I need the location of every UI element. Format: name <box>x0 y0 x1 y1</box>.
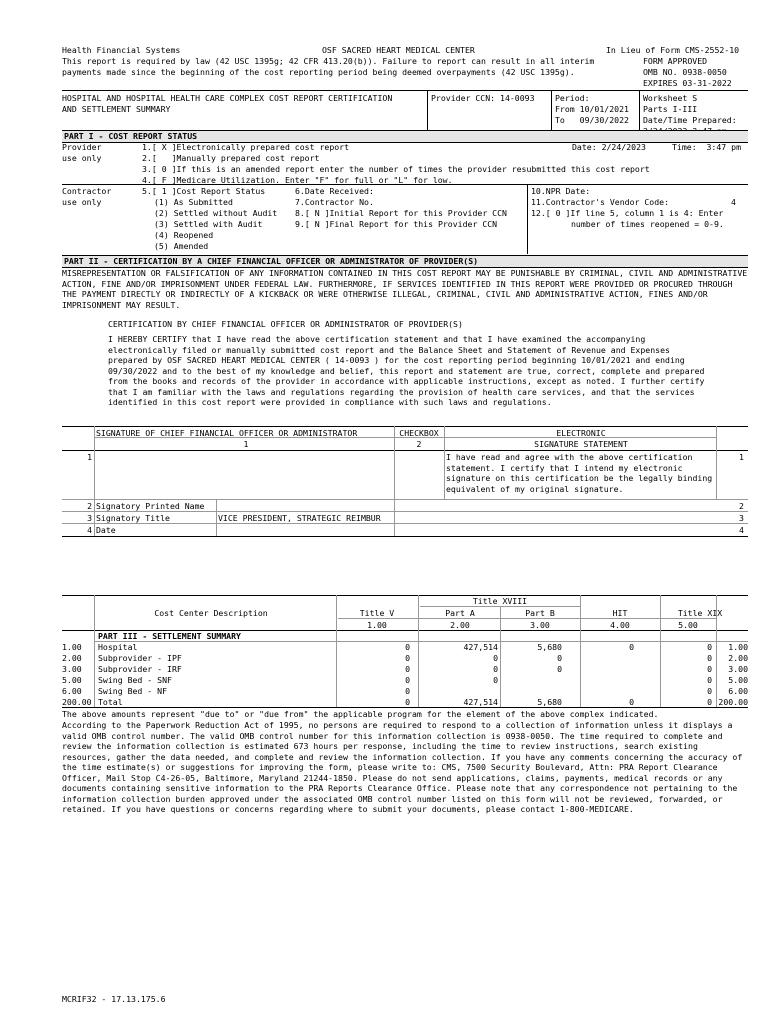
part1-item-1: 1.[ X ]Electronically prepared cost report <box>142 142 350 152</box>
omb-number: OMB NO. 0938-0050 <box>643 67 727 77</box>
worksheet-label: Worksheet S <box>643 93 698 103</box>
header-left: Health Financial Systems <box>62 45 181 55</box>
period-label: Period: <box>555 93 590 103</box>
rule <box>62 595 748 596</box>
part1-item-8: 8.[ N ]Initial Report for this Provider CCN <box>295 208 507 218</box>
sig-row-num: 3 <box>87 513 92 523</box>
date-label: Date <box>96 525 116 535</box>
form-approved: FORM APPROVED <box>643 56 708 66</box>
notice-line-2: payments made since the beginning of the cost reporting period being deemed overpayments (42 USC 1395g). <box>62 67 575 77</box>
row-desc: Swing Bed - NF <box>98 686 168 696</box>
rule <box>716 426 717 499</box>
prepared-label: Date/Time Prepared: <box>643 115 737 125</box>
row-line-num-right: 5.00 <box>728 675 748 685</box>
parts-label: Parts I-III <box>643 104 698 114</box>
rule <box>62 511 748 512</box>
status-option-1: (1) As Submitted <box>154 197 233 207</box>
rule <box>62 450 748 451</box>
period-from: From 10/01/2021 <box>555 104 629 114</box>
certification-text: I HEREBY CERTIFY that I have read the above certification statement and that I have examined the accompanying electronically filed or manually submitted cost report and the Balance Sheet and Statement of Revenue and Expenses prepared by OSF SACRED HEART MEDICAL CENTER ( 14-0093 ) for the cost reporting period beginning 10/01/2021 and ending 09/30/2022 and to the best of my knowledge and belief, this report and statement are true, correct, complete and prepared from the books and records of the provider in accordance with applicable instructions, except as noted. I further certify that I am familiar with the laws and regulations regarding the provision of health care services, and that the services identified in this cost report were provided in compliance with such laws and regulations. <box>108 334 705 407</box>
part2-heading: PART II - CERTIFICATION BY A CHIEF FINANCIAL OFFICER OR ADMINISTRATOR OF PROVIDER(S) <box>64 256 479 266</box>
provider-ccn: Provider CCN: 14-0093 <box>431 93 535 103</box>
period-to: To 09/30/2022 <box>555 115 629 125</box>
part1-item-12: 12.[ 0 ]If line 5, column 1 is 4: Enter <box>531 208 724 218</box>
row-line-num: 5.00 <box>62 675 82 685</box>
row-line-num-right: 200.00 <box>718 697 748 707</box>
row-desc: Swing Bed - SNF <box>98 675 172 685</box>
prepared-time: Time: 3:47 pm <box>672 142 742 152</box>
title-xix-head: Title XIX <box>677 608 723 618</box>
hit-col-num: 4.00 <box>610 620 630 630</box>
part-b-head: Part B <box>525 608 555 618</box>
row-desc: Hospital <box>98 642 138 652</box>
signatory-title-label: Signatory Title <box>96 513 170 523</box>
rule <box>394 499 395 537</box>
hit-head: HIT <box>612 608 628 618</box>
cost-center-desc-head: Cost Center Description <box>154 608 268 618</box>
sig-col3-head-1: ELECTRONIC <box>556 428 606 438</box>
prepared-date: Date: 2/24/2023 <box>572 142 646 152</box>
signatory-title-value[interactable]: VICE PRESIDENT, STRATEGIC REIMBUR <box>218 513 381 523</box>
contractor-use-label-2: use only <box>62 197 102 207</box>
row-title-xix: 0 <box>707 664 712 674</box>
rule <box>427 90 428 130</box>
footer-code: MCRIF32 - 17.13.175.6 <box>62 994 166 1004</box>
row-line-num: 200.00 <box>62 697 92 707</box>
title-xix-col-num: 5.00 <box>678 620 698 630</box>
row-line-num: 3.00 <box>62 664 82 674</box>
status-option-3: (3) Settled with Audit <box>154 219 263 229</box>
row-line-num-right: 1.00 <box>728 642 748 652</box>
row-line-num-right: 6.00 <box>728 686 748 696</box>
rule <box>62 184 748 185</box>
sig-row-line: 2 <box>739 501 744 511</box>
sig-col2-head: CHECKBOX <box>399 428 439 438</box>
part2-warning: MISREPRESENTATION OR FALSIFICATION OF ANY INFORMATION CONTAINED IN THIS COST REPORT MAY BE PUNISHABLE BY CRIMINAL, CIVIL AND ADMINISTRATIVE ACTION, FINE AND/OR IMPRISONMENT UNDER FEDERAL LAW. FURTHERMORE, IF SERVICES IDENTIFIED IN THIS REPORT WERE PROVIDED OR PROCURED THROUGH THE PAYMENT DIRECTLY OR INDIRECTLY OF A KICKBACK OR WERE OTHERWISE ILLEGAL, CRIMINAL, CIVIL AND ADMINISTRATIVE ACTION, FINES AND/OR IMPRISONMENT MAY RESULT. <box>62 268 748 310</box>
sig-col1-head: SIGNATURE OF CHIEF FINANCIAL OFFICER OR ADMINISTRATOR <box>96 428 358 438</box>
part-b-col-num: 3.00 <box>530 620 550 630</box>
part1-item-2: 2.[ ]Manually prepared cost report <box>142 153 320 163</box>
rule <box>62 536 748 537</box>
row-part-a: 0 <box>493 675 498 685</box>
part3-heading: PART III - SETTLEMENT SUMMARY <box>98 631 241 641</box>
row-desc: Total <box>98 697 123 707</box>
part1-item-4: 4.[ F ]Medicare Utilization. Enter "F" for full or "L" for low. <box>142 175 453 185</box>
row-title-xix: 0 <box>707 697 712 707</box>
part1-item-6: 6.Date Received: <box>295 186 374 196</box>
sig-row-line: 1 <box>739 452 744 462</box>
sig-col2-num: 2 <box>416 439 422 449</box>
rule <box>62 90 748 91</box>
row-desc: Subprovider - IRF <box>98 664 182 674</box>
row-hit: 0 <box>629 642 634 652</box>
row-title-v: 0 <box>405 653 410 663</box>
rule <box>639 90 640 130</box>
electronic-signature-statement: I have read and agree with the above certification statement. I certify that I intend my electronic signature on this certification be the legally binding equivalent of my original signature. <box>446 452 713 494</box>
part-a-col-num: 2.00 <box>450 620 470 630</box>
title-xviii-head: Title XVIII <box>472 596 528 606</box>
sig-row-num: 4 <box>87 525 92 535</box>
row-part-a: 427,514 <box>463 697 498 707</box>
status-option-2: (2) Settled without Audit <box>154 208 278 218</box>
provider-use-label-1: Provider <box>62 142 102 152</box>
row-part-a: 0 <box>493 664 498 674</box>
sig-row-line: 4 <box>739 525 744 535</box>
part1-item-5: 5.[ 1 ]Cost Report Status <box>142 186 266 196</box>
rule <box>94 426 95 537</box>
header-right: In Lieu of Form CMS-2552-10 <box>606 45 740 55</box>
row-part-a: 427,514 <box>463 642 498 652</box>
report-title-1: HOSPITAL AND HOSPITAL HEALTH CARE COMPLEX COST REPORT CERTIFICATION <box>62 93 393 103</box>
rule <box>94 595 95 707</box>
row-desc: Subprovider - IPF <box>98 653 182 663</box>
row-title-xix: 0 <box>707 653 712 663</box>
part1-item-9: 9.[ N ]Final Report for this Provider CCN <box>295 219 498 229</box>
status-option-5: (5) Amended <box>154 241 209 251</box>
rule <box>94 437 716 438</box>
part1-item-7: 7.Contractor No. <box>295 197 374 207</box>
row-line-num: 6.00 <box>62 686 82 696</box>
rule <box>62 499 748 500</box>
row-title-v: 0 <box>405 686 410 696</box>
title-v-col-num: 1.00 <box>367 620 387 630</box>
contractor-use-label-1: Contractor <box>62 186 112 196</box>
row-title-v: 0 <box>405 675 410 685</box>
sig-row-num: 2 <box>87 501 92 511</box>
vendor-code-value: 4 <box>731 197 736 207</box>
expires-date: EXPIRES 03-31-2022 <box>643 78 732 88</box>
certification-title: CERTIFICATION BY CHIEF FINANCIAL OFFICER OR ADMINISTRATOR OF PROVIDER(S) <box>108 319 463 329</box>
sig-col3-head-2: SIGNATURE STATEMENT <box>534 439 628 449</box>
row-part-b: 5,680 <box>537 642 562 652</box>
rule <box>527 184 528 254</box>
title-v-head: Title V <box>359 608 395 618</box>
sig-row-line: 3 <box>739 513 744 523</box>
rule <box>418 595 419 707</box>
part1-item-12-note: number of times reopened = 0-9. <box>571 219 724 229</box>
rule <box>336 595 337 707</box>
sig-row-num: 1 <box>87 452 92 462</box>
part1-heading: PART I - COST REPORT STATUS <box>64 131 198 141</box>
status-option-4: (4) Reopened <box>154 230 214 240</box>
provider-use-label-2: use only <box>62 153 102 163</box>
row-line-num: 1.00 <box>62 642 82 652</box>
rule <box>62 523 748 524</box>
due-to-footnote: The above amounts represent "due to" or "due from" the applicable program for the element of the above complex indicated. <box>62 709 659 719</box>
part1-item-10: 10.NPR Date: <box>531 186 591 196</box>
row-part-a: 0 <box>493 653 498 663</box>
row-part-b: 5,680 <box>537 697 562 707</box>
row-title-xix: 0 <box>707 686 712 696</box>
part-a-head: Part A <box>445 608 475 618</box>
rule <box>216 499 217 537</box>
row-hit: 0 <box>629 697 634 707</box>
row-title-xix: 0 <box>707 675 712 685</box>
sig-col1-num: 1 <box>243 439 249 449</box>
paperwork-reduction-notice: According to the Paperwork Reduction Act of 1995, no persons are required to respond to a collection of information unless it displays a valid OMB control number. The valid OMB control number for this information collection is 0938-0050. The time required to complete and review the information collection is estimated 673 hours per response, including the time to review instructions, search existing resources, gather the data needed, and complete and review the information collection. If you have any comments concerning the accuracy of the time estimate(s) or suggestions for improving the form, please write to: CMS, 7500 Security Boulevard, Attn: PRA Report Clearance Officer, Mail Stop C4-26-05, Baltimore, Maryland 21244-1850. Please do not send applications, claims, payments, medical records or any documents containing sensitive information to the PRA Reports Clearance Office. Please note that any correspondence not pertaining to the information collection burden approved under the associated OMB control number listed on this form will not be reviewed, forwarded, or retained. If you have questions or concerns regarding where to submit your documents, please contact 1-800-MEDICARE. <box>62 720 743 814</box>
row-line-num-right: 3.00 <box>728 664 748 674</box>
signatory-name-label: Signatory Printed Name <box>96 501 205 511</box>
notice-line-1: This report is required by law (42 USC 1395g; 42 CFR 413.20(b)). Failure to report can result in all interim <box>62 56 595 66</box>
header-center: OSF SACRED HEART MEDICAL CENTER <box>322 45 475 55</box>
row-part-b: 0 <box>557 653 562 663</box>
row-title-v: 0 <box>405 642 410 652</box>
rule <box>394 426 395 499</box>
part1-item-3: 3.[ 0 ]If this is an amended report enter the number of times the provider resubmitted this cost report <box>142 164 650 174</box>
rule <box>62 426 748 427</box>
row-line-num: 2.00 <box>62 653 82 663</box>
rule <box>551 90 552 130</box>
rule <box>444 426 445 499</box>
row-title-v: 0 <box>405 664 410 674</box>
row-title-v: 0 <box>405 697 410 707</box>
rule <box>62 707 748 708</box>
report-title-2: AND SETTLEMENT SUMMARY <box>62 104 171 114</box>
row-part-b: 0 <box>557 664 562 674</box>
part1-item-11: 11.Contractor's Vendor Code: <box>531 197 670 207</box>
row-line-num-right: 2.00 <box>728 653 748 663</box>
row-title-xix: 0 <box>707 642 712 652</box>
